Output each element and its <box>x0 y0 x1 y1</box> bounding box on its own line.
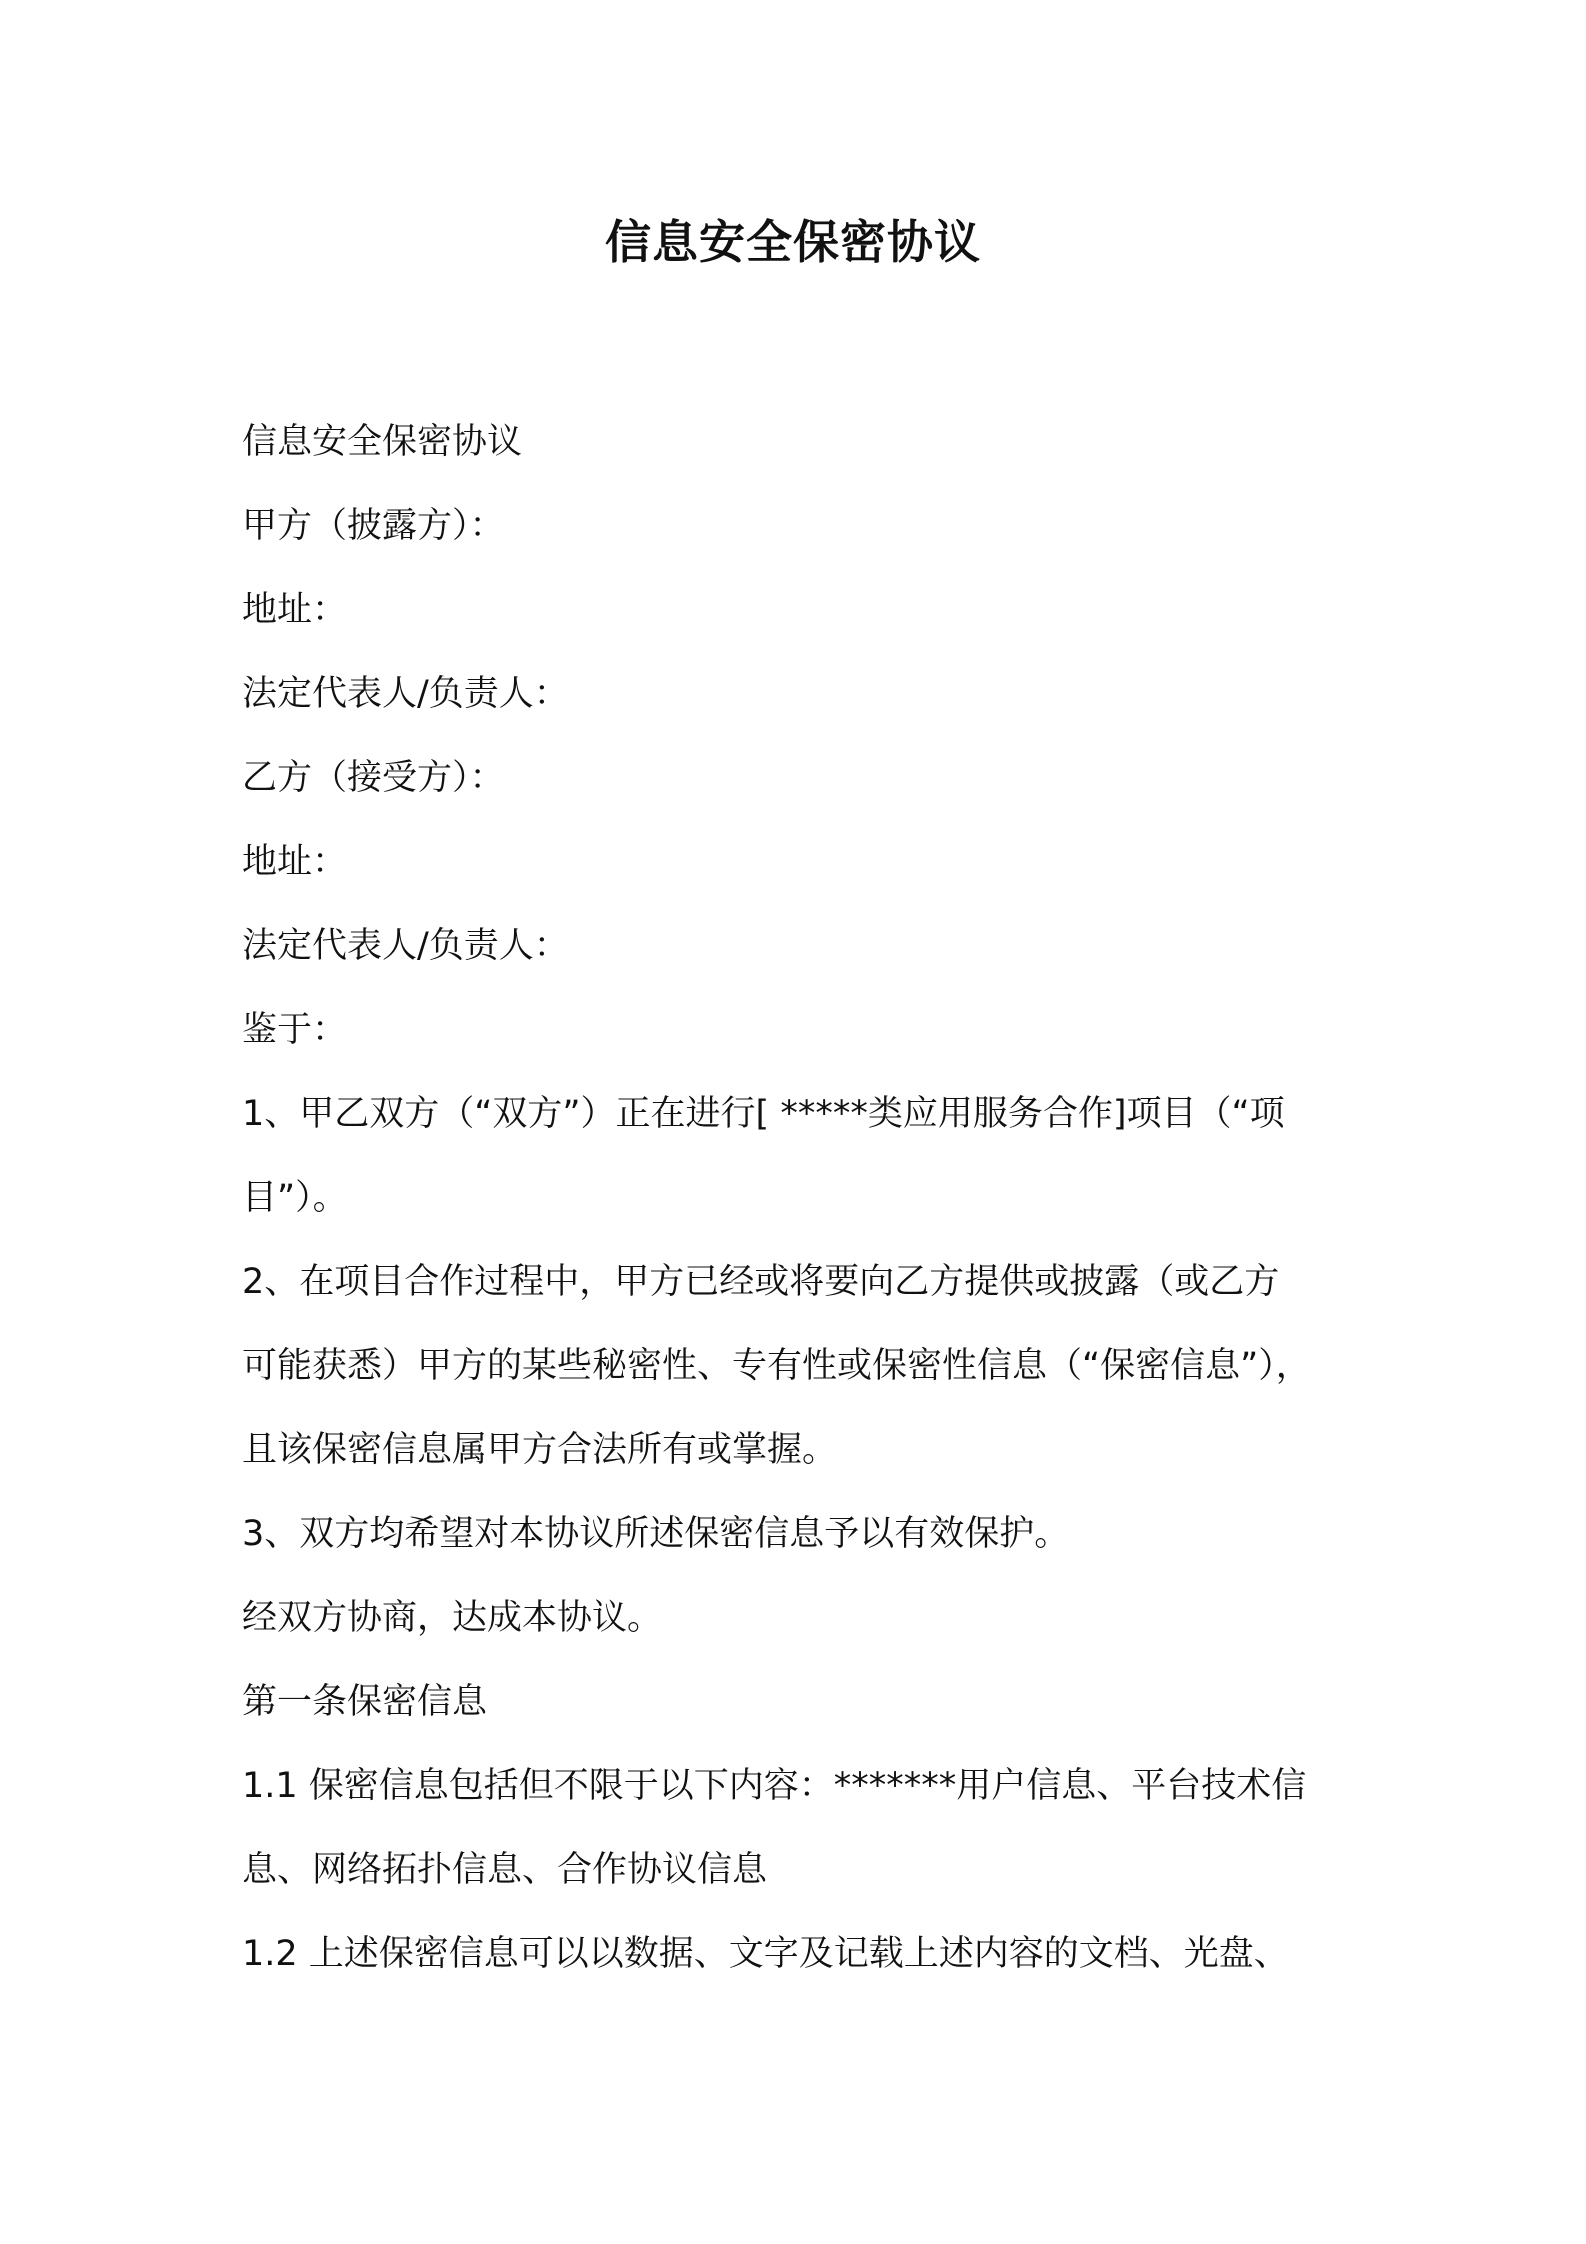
party-a-address: 地址： <box>242 590 348 630</box>
document-body <box>242 400 1362 1996</box>
clause-line: 1.1 保密信息包括但不限于以下内容：*******用户信息、平台技术信 <box>242 1766 1307 1806</box>
article-one-heading: 第一条保密信息 <box>242 1682 488 1722</box>
whereas-heading: 鉴于： <box>242 1010 348 1050</box>
agreement-reached: 经双方协商，达成本协议。 <box>242 1598 663 1638</box>
clause-line: 目”）。 <box>242 1178 348 1218</box>
party-a-representative: 法定代表人/负责人： <box>242 674 569 714</box>
clause-line: 息、网络拓扑信息、合作协议信息 <box>242 1850 768 1890</box>
party-a-label: 甲方（披露方）： <box>242 506 505 546</box>
clause-line: 可能获悉）甲方的某些秘密性、专有性或保密性信息（“保密信息”）， <box>242 1346 1311 1386</box>
clause-line: 3、双方均希望对本协议所述保密信息予以有效保护。 <box>242 1514 1070 1554</box>
clause-line: 1、甲乙双方（“双方”）正在进行[ *****类应用服务合作]项目（“项 <box>242 1094 1285 1134</box>
party-b-label: 乙方（接受方）： <box>242 758 505 798</box>
clause-line: 2、在项目合作过程中，甲方已经或将要向乙方提供或披露（或乙方 <box>242 1262 1280 1302</box>
clause-line: 1.2 上述保密信息可以以数据、文字及记载上述内容的文档、光盘、 <box>242 1934 1289 1974</box>
document-title: 信息安全保密协议 <box>605 215 981 269</box>
party-b-address: 地址： <box>242 842 348 882</box>
party-b-representative: 法定代表人/负责人： <box>242 926 569 966</box>
agreement-heading: 信息安全保密协议 <box>242 422 523 462</box>
clause-line: 且该保密信息属甲方合法所有或掌握。 <box>242 1430 838 1470</box>
